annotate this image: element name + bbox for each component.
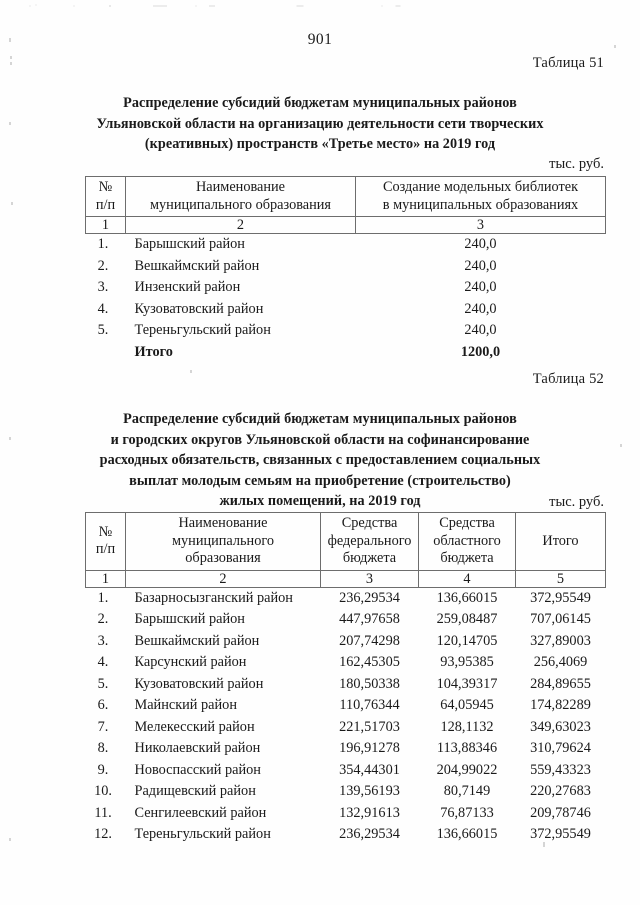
- table-52-row-4-index: 4.: [97, 654, 109, 670]
- table-row: [86, 587, 606, 609]
- table-51-row-1-name: Барышский район: [134, 236, 245, 252]
- table-52-colnum-3: 3: [321, 570, 419, 587]
- page-number: 901: [307, 31, 333, 48]
- table-52-row-8-index: 8.: [97, 740, 109, 756]
- table-52-row-12-index: 12.: [94, 826, 112, 842]
- table-51-header-row: [86, 177, 606, 217]
- scan-noise-band: [0, 0, 640, 14]
- table-52-row-4-federal: 162,45305: [339, 654, 400, 670]
- table-52-row-1-total: 372,95549: [530, 589, 591, 606]
- table-51-header-no-line-1: №: [98, 179, 113, 195]
- table-52-header-no-line-2: п/п: [95, 541, 116, 558]
- table-51-header-name: [126, 177, 356, 217]
- table-51-colnum-3: 3: [356, 217, 606, 234]
- table-52-row-5-index: 5.: [97, 675, 109, 692]
- table-52-row-8-federal: 196,91278: [339, 740, 400, 756]
- table-52-header-regional: [419, 513, 516, 571]
- table-51-colnum-1: 1: [86, 217, 126, 234]
- table-52-row-6-index: 6.: [97, 697, 109, 713]
- table-row: [86, 760, 606, 782]
- table-51-units: тыс. руб.: [549, 156, 604, 172]
- table-51-title-line-3: (креативных) пространств «Третье место» на 2019 год: [144, 136, 496, 152]
- table-52-row-3-federal: 207,74298: [339, 632, 400, 649]
- table-51-title: [0, 93, 640, 155]
- table-51-header-no: [86, 177, 126, 217]
- table-51-row-1-index: 1.: [97, 236, 109, 252]
- table-52-row-9-index: 9.: [97, 761, 109, 778]
- table-51-row-2-name: Вешкаймский район: [134, 257, 260, 274]
- table-52-colnum-5: 5: [516, 570, 606, 587]
- table-52-row-11-index: 11.: [94, 804, 112, 821]
- table-52-row-3-name: Вешкаймский район: [134, 632, 260, 649]
- table-52-row-6-federal: 110,76344: [339, 697, 400, 713]
- table-52-row-6-total: 174,82289: [530, 697, 591, 713]
- table-52-row-10-name: Радищевский район: [134, 783, 256, 799]
- scan-speck: [11, 202, 13, 205]
- table-52-title-line-2: и городских округов Ульяновской области на софинансирование: [110, 431, 530, 448]
- table-52: [85, 512, 606, 846]
- table-row: [86, 824, 606, 846]
- table-52-header-regional-line-2: областного: [433, 532, 501, 549]
- table-51-total-index: [86, 342, 126, 364]
- table-51-row-3-index: 3.: [97, 279, 109, 295]
- table-52-row-2-name: Барышский район: [134, 611, 245, 627]
- table-51-header-name-line-1: Наименование: [195, 179, 286, 195]
- table-row: [86, 299, 606, 321]
- scan-speck: [9, 838, 11, 841]
- table-52-row-2-index: 2.: [97, 611, 109, 627]
- table-51-row-1-value: 240,0: [464, 236, 497, 252]
- table-52-row-8-total: 310,79624: [530, 740, 591, 756]
- table-row: [86, 652, 606, 674]
- table-51-row-2-index: 2.: [97, 257, 109, 274]
- table-51-total-row: [86, 342, 606, 364]
- table-row: [86, 320, 606, 342]
- table-52-row-5-total: 284,89655: [530, 675, 591, 692]
- table-row: [86, 674, 606, 696]
- table-51-colnum-2: 2: [126, 217, 356, 234]
- table-52-row-1-index: 1.: [97, 589, 109, 606]
- table-52-units: тыс. руб.: [549, 494, 604, 510]
- table-51-title-line-1: Распределение субсидий бюджетам муниципальных районов: [123, 95, 517, 111]
- table-52-row-3-regional: 120,14705: [436, 632, 498, 649]
- table-52-row-3-index: 3.: [97, 632, 109, 649]
- table-52-row-7-total: 349,63023: [530, 718, 591, 735]
- table-51-row-5-value: 240,0: [464, 322, 497, 338]
- table-52-row-4-name: Карсунский район: [134, 654, 247, 670]
- table-52-row-7-name: Мелекесский район: [134, 718, 255, 735]
- table-52-header-no-line-1: №: [98, 523, 113, 540]
- table-52-header-no: [86, 513, 126, 571]
- table-52-row-9-federal: 354,44301: [339, 761, 400, 778]
- table-52-row-5-name: Кузоватовский район: [134, 675, 264, 692]
- table-51-row-4-index: 4.: [97, 300, 109, 317]
- table-52-row-1-name: Базарносызганский район: [134, 589, 293, 606]
- table-row: [86, 738, 606, 760]
- table-51-header-value: [356, 177, 606, 217]
- table-52-row-12-federal: 236,29534: [339, 826, 400, 842]
- table-51-column-number-row: [86, 217, 606, 234]
- table-52-colnum-4: 4: [419, 570, 516, 587]
- table-52-row-2-total: 707,06145: [530, 611, 591, 627]
- table-51-row-5-index: 5.: [97, 322, 109, 338]
- table-51-header-no-line-2: п/п: [95, 196, 116, 213]
- table-52-colnum-1: 1: [86, 570, 126, 587]
- table-52-header-federal-line-1: Средства: [341, 515, 398, 531]
- table-52-column-number-row: [86, 570, 606, 587]
- scan-speck: [10, 62, 12, 65]
- table-52-title-line-1: Распределение субсидий бюджетам муниципальных районов: [123, 411, 517, 427]
- table-row: [86, 234, 606, 256]
- table-52-row-9-total: 559,43323: [530, 761, 591, 778]
- table-52-row-6-name: Майнский район: [134, 697, 237, 713]
- table-52-row-4-regional: 93,95385: [440, 654, 494, 670]
- table-row: [86, 803, 606, 825]
- table-52-row-11-regional: 76,87133: [440, 804, 494, 821]
- table-row: [86, 781, 606, 803]
- table-52-row-7-index: 7.: [97, 718, 109, 735]
- table-52-row-1-federal: 236,29534: [339, 589, 400, 606]
- table-52-row-10-regional: 80,7149: [443, 783, 491, 799]
- table-row: [86, 631, 606, 653]
- table-52-row-5-regional: 104,39317: [436, 675, 498, 692]
- table-51-total-label: Итого: [134, 343, 173, 360]
- table-52-row-5-federal: 180,50338: [339, 675, 400, 692]
- table-52-header-federal-line-2: федерального: [327, 532, 412, 549]
- table-52-title: [0, 409, 640, 512]
- table-51: [85, 176, 606, 363]
- table-row: [86, 609, 606, 631]
- table-52-row-4-total: 256,4069: [533, 654, 588, 670]
- table-row: [86, 277, 606, 299]
- table-52-row-10-federal: 139,56193: [339, 783, 400, 799]
- table-52-title-line-5: жилых помещений, на 2019 год: [219, 493, 421, 509]
- table-52-header-total: Итого: [516, 513, 606, 571]
- table-51-row-3-name: Инзенский район: [134, 279, 241, 295]
- table-52-row-6-regional: 64,05945: [440, 697, 494, 713]
- table-52-row-9-name: Новоспасский район: [134, 761, 261, 778]
- table-52-title-line-4: выплат молодым семьям на приобретение (строительство): [129, 472, 511, 489]
- table-52-header-regional-line-3: бюджета: [440, 550, 494, 566]
- table-51-header-value-line-1: Создание модельных библиотек: [382, 179, 579, 195]
- table-52-row-8-name: Николаевский район: [134, 740, 261, 756]
- table-52-row-7-regional: 128,1132: [440, 718, 494, 735]
- table-52-label: Таблица 52: [532, 371, 604, 387]
- table-52-row-12-regional: 136,66015: [436, 826, 498, 842]
- table-row: [86, 717, 606, 739]
- table-51-label: Таблица 51: [532, 55, 604, 71]
- table-52-row-11-name: Сенгилеевский район: [134, 804, 267, 821]
- table-51-title-line-2: Ульяновской области на организацию деятельности сети творческих: [96, 115, 544, 132]
- table-52-row-8-regional: 113,88346: [436, 740, 498, 756]
- table-52-header-regional-line-1: Средства: [439, 515, 495, 531]
- table-51-row-3-value: 240,0: [464, 279, 497, 295]
- table-52-colnum-2: 2: [126, 570, 321, 587]
- table-52-row-11-total: 209,78746: [530, 804, 591, 821]
- table-52-header-federal: [321, 513, 419, 571]
- table-52-row-11-federal: 132,91613: [339, 804, 400, 821]
- table-52-row-12-name: Тереньгульский район: [134, 826, 271, 842]
- table-52-row-7-federal: 221,51703: [339, 718, 400, 735]
- table-52-title-line-3: расходных обязательств, связанных с предоставлением социальных: [99, 452, 541, 468]
- scan-speck: [190, 370, 192, 373]
- table-52-header-row: [86, 513, 606, 571]
- table-row: [86, 695, 606, 717]
- table-51-header-name-line-2: муниципального образования: [149, 196, 332, 213]
- table-52-header-name: [126, 513, 321, 571]
- table-52-row-2-federal: 447,97658: [339, 611, 400, 627]
- table-51-row-4-name: Кузоватовский район: [134, 300, 264, 317]
- table-52-row-9-regional: 204,99022: [436, 761, 498, 778]
- table-51-total-value: 1200,0: [460, 343, 501, 360]
- table-52-row-2-regional: 259,08487: [436, 611, 498, 627]
- scan-speck: [10, 56, 12, 59]
- table-row: [86, 256, 606, 278]
- table-52-header-name-line-2: муниципального: [171, 532, 275, 549]
- table-52-header-name-line-3: образования: [185, 550, 261, 566]
- table-51-header-value-line-2: в муниципальных образованиях: [382, 196, 579, 213]
- table-51-row-2-value: 240,0: [464, 257, 497, 274]
- table-52-row-10-total: 220,27683: [530, 783, 591, 799]
- table-52-row-1-regional: 136,66015: [436, 589, 498, 606]
- table-52-row-10-index: 10.: [94, 783, 112, 799]
- table-51-row-5-name: Тереньгульский район: [134, 322, 271, 338]
- table-52-header-name-line-1: Наименование: [178, 515, 268, 531]
- table-52-row-12-total: 372,95549: [530, 826, 591, 842]
- table-51-row-4-value: 240,0: [464, 300, 497, 317]
- table-52-header-federal-line-3: бюджета: [342, 550, 397, 566]
- table-52-row-3-total: 327,89003: [530, 632, 591, 649]
